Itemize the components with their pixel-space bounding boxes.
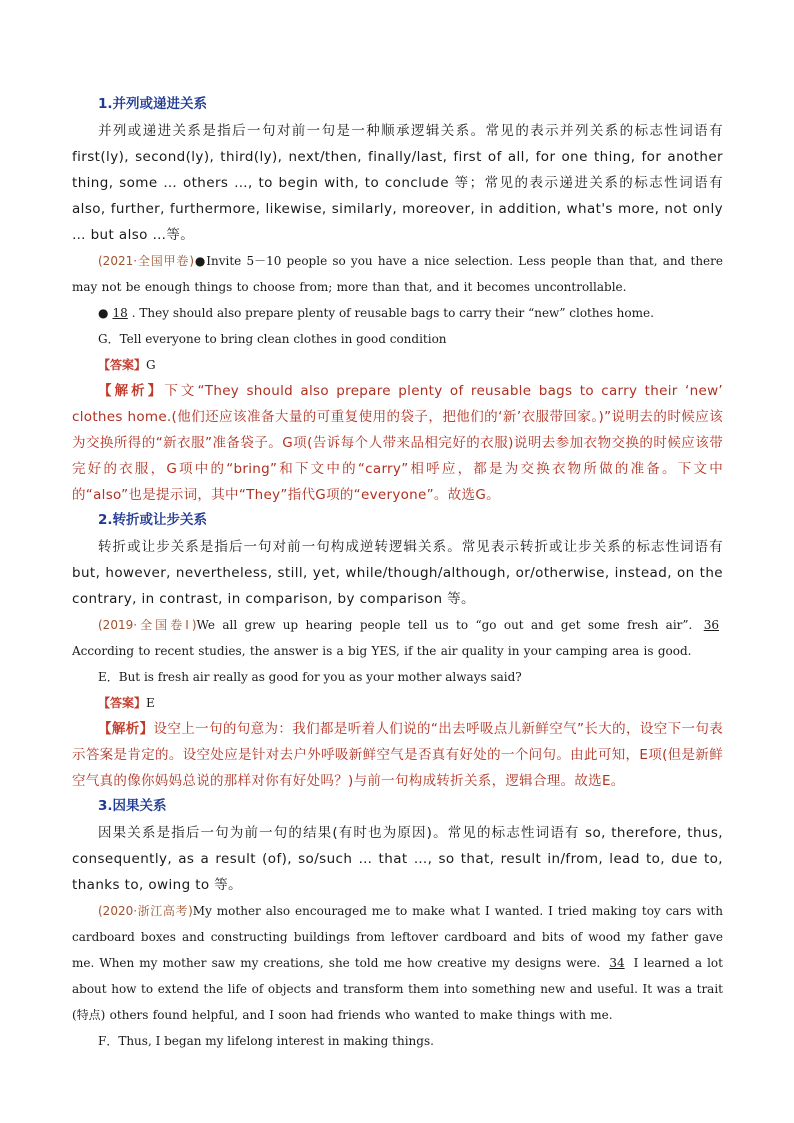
passage-after: According to recent studies, the answer is a big YES, if the air quality in your camping area is good. — [72, 644, 692, 658]
example-passage — [72, 248, 723, 300]
answer-line — [98, 690, 723, 716]
blank-sentence — [98, 300, 723, 326]
analysis-text — [72, 716, 723, 794]
option-text: F．Thus, I began my lifelong interest in making things. — [98, 1034, 434, 1048]
exam-source: (2019·全国卷Ⅰ) — [98, 618, 197, 632]
bullet: ● — [98, 306, 109, 320]
blank-number: 18 — [112, 306, 128, 320]
example-passage — [72, 612, 723, 664]
answer-line — [98, 352, 723, 378]
section-description: 转折或让步关系是指后一句对前一句构成逆转逻辑关系。常见表示转折或让步关系的标志性词语有 but, however, nevertheless, still, yet, while/though/although, or/otherwise, instead, on the contrary, in contrast, in comparison, by comparison 等。 — [72, 539, 723, 607]
passage-after: I learned a lot about how to extend the life of objects and transform them into something new and useful. It was a trait (特点) others found helpful, and I soon had friends who wanted to make things with me. — [72, 956, 723, 1022]
section-heading-cause: 3.因果关系 — [98, 798, 167, 814]
section-description: 并列或递进关系是指后一句对前一句是一种顺承逻辑关系。常见的表示并列关系的标志性词语有 first(ly), second(ly), third(ly), next/then, finally/last, first of all, for one thing, for another thing, some … others …, to begin with, to conclude 等；常见的表示递进关系的标志性词语有 also, further, furthermore, likewise, similarly, moreover, in addition, what's more, not only … but also …等。 — [72, 123, 723, 243]
section-heading-contrast: 2.转折或让步关系 — [98, 512, 208, 528]
example-passage — [72, 898, 723, 1028]
answer-tag: 【答案】 — [98, 696, 147, 710]
option-text: E．But is fresh air really as good for you as your mother always said? — [98, 670, 522, 684]
analysis-body: 设空上一句的句意为：我们都是听着人们说的“出去呼吸点儿新鲜空气”长大的，设空下一句表示答案是肯定的。设空处应是针对去户外呼吸新鲜空气是否真有好处的一个问句。由此可知，E项(但是新鲜空气真的像你妈妈总说的那样对你有好处吗？)与前一句构成转折关系，逻辑合理。故选E。 — [72, 721, 724, 789]
blank-number: 34 — [609, 956, 625, 970]
passage-before: My mother also encouraged me to make what I wanted. I tried making toy cars with cardboard boxes and constructing buildings from leftover cardboard and bits of wood my father gave me. When my mother saw my creations, she told me how creative my designs were. — [72, 904, 723, 970]
blank-number: 36 — [703, 618, 719, 632]
analysis-tag: 【解析】 — [98, 721, 154, 737]
passage-text: ●Invite 5－10 people so you have a nice selection. Less people than that, and there may not be enough things to choose from; more than that, and it becomes uncontrollable. — [72, 254, 723, 294]
analysis-tag: 【解析】 — [98, 383, 165, 399]
answer-value: G — [146, 358, 156, 372]
option-text: G．Tell everyone to bring clean clothes in good condition — [98, 332, 447, 346]
analysis-text — [72, 378, 723, 508]
document-page — [72, 92, 723, 1054]
answer-value: E — [146, 696, 155, 710]
section-heading-parallel: 1.并列或递进关系 — [98, 96, 208, 112]
section-description: 因果关系是指后一句为前一句的结果(有时也为原因)。常见的标志性词语有 so, therefore, thus, consequently, as a result (of), so/such … that …, so that, result in/from, lead to, due to, thanks to, owing to 等。 — [72, 825, 723, 893]
answer-tag: 【答案】 — [98, 358, 147, 372]
analysis-body: 下文“They should also prepare plenty of reusable bags to carry their ‘new’ clothes home.(他们还应该准备大量的可重复使用的袋子，把他们的‘新’衣服带回家。)”说明去的时候应该为交换所得的“新衣服”准备袋子。G项(告诉每个人带来品相完好的衣服)说明去参加衣物交换的时候应该带完好的衣服，G项中的“bring”和下文中的“carry”相呼应，都是为交换衣物所做的准备。下文中的“also”也是提示词，其中“They”指代G项的“everyone”。故选G。 — [72, 383, 724, 503]
exam-source: (2021·全国甲卷) — [98, 254, 195, 268]
exam-source: (2020·浙江高考) — [98, 904, 193, 918]
blank-after-text: . They should also prepare plenty of reusable bags to carry their “new” clothes home. — [131, 306, 654, 320]
passage-before: We all grew up hearing people tell us to “go out and get some fresh air”. — [196, 618, 693, 632]
